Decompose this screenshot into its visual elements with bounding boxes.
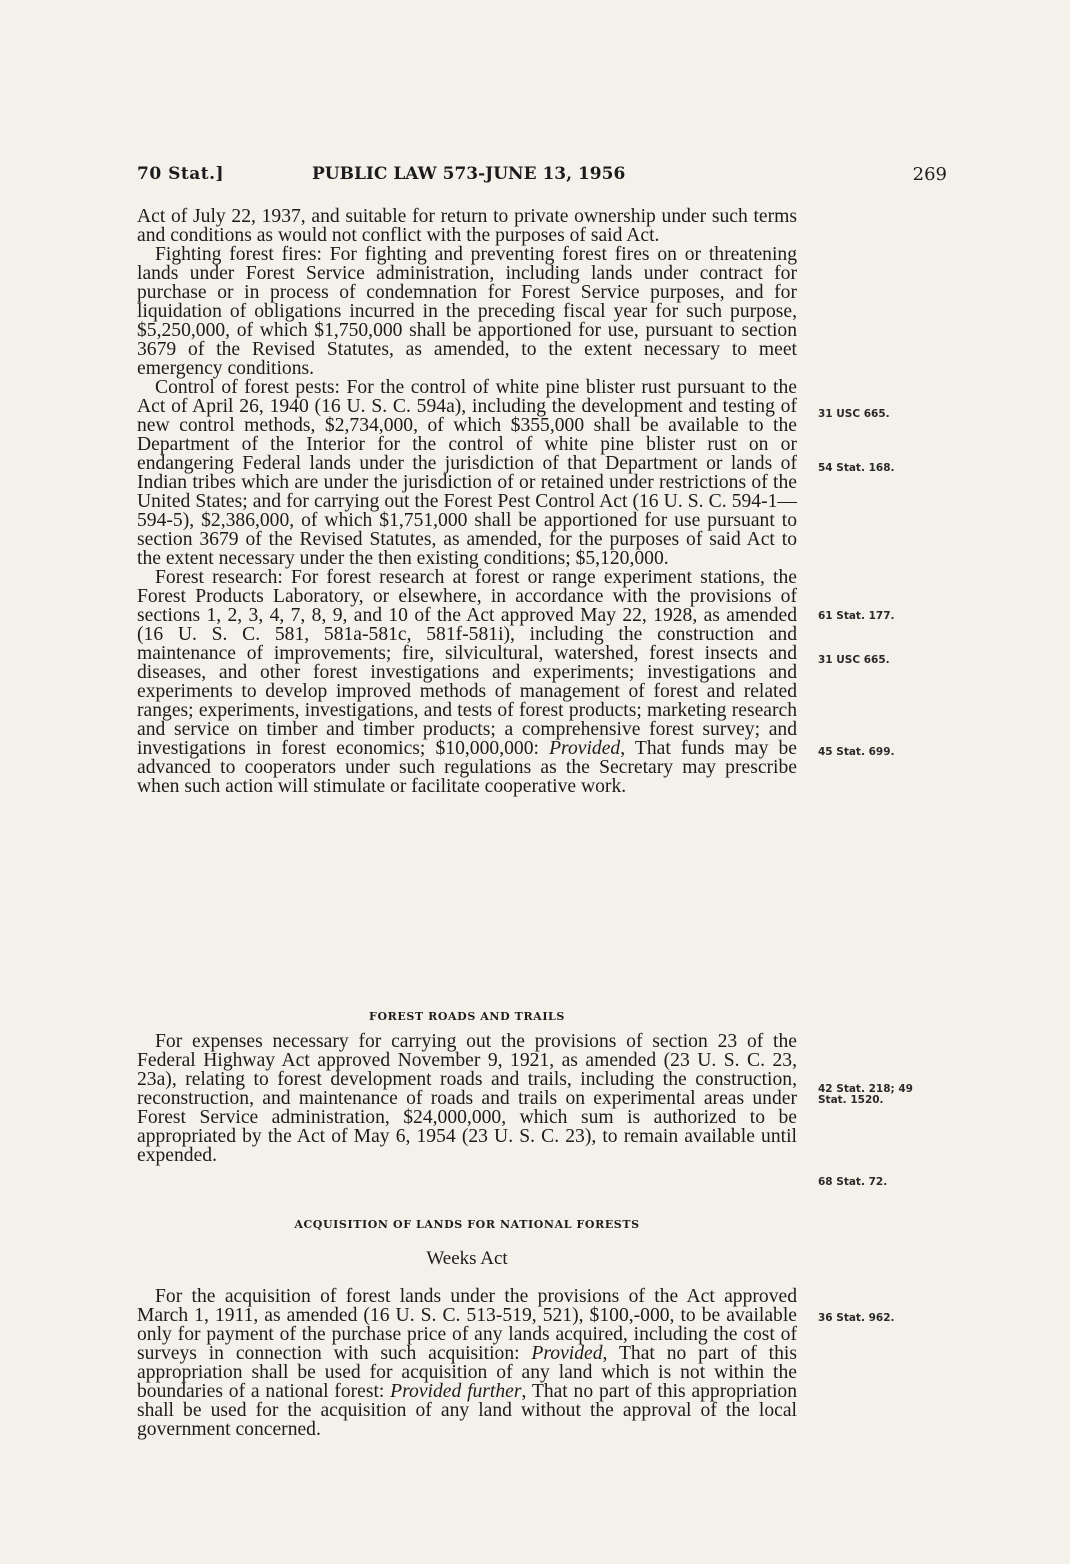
acquisition-text-2: , That no part of this appropriation shall be used for acquisition of any land which is not within the boundaries of a national forest: bbox=[137, 1343, 797, 1402]
margin-note-31-usc-665-second: 31 USC 665. bbox=[818, 654, 890, 666]
paragraph-fighting-forest-fires: Fighting forest fires: For fighting and preventing forest fires on or threatening lands under Forest Service administration, including lands under contract for purchase or in process of condemnation for Forest Service purposes, and for liquidation of obligations incurred in the preceding fiscal year for such purpose, $5,250,000, of which $1,750,000 shall be apportioned for use, pursuant to section 3679 of the Revised Statutes, as amended, to the extent necessary to meet emergency conditions. bbox=[137, 244, 797, 379]
acquisition-text-1: For the acquisition of forest lands under the provisions of the Act approved March 1, 1911, as amended (16 U. S. C. 513-519, 521), $100,-000, to be available only for payment of the purchase price of any lands acquired, including the cost of surveys in connection with such acquisition: bbox=[137, 1286, 797, 1364]
provided-italic: Provided bbox=[549, 738, 621, 759]
volume-reference: 70 Stat.] bbox=[137, 164, 225, 184]
subheading-weeks-act: Weeks Act bbox=[426, 1248, 508, 1269]
section-heading-lands: ACQUISITION OF LANDS FOR NATIONAL FORESTS bbox=[294, 1218, 640, 1231]
provided-further-italic: Provided further bbox=[390, 1381, 522, 1402]
section-heading-roads: FOREST ROADS AND TRAILS bbox=[369, 1010, 565, 1023]
margin-note-61-stat-177: 61 Stat. 177. bbox=[818, 610, 895, 622]
main-text-block-1 bbox=[137, 207, 797, 796]
forest-research-text-end: , That funds may be advanced to cooperators under such regulations as the Secretary may prescribe when such action will stimulate or facilitate cooperative work. bbox=[137, 738, 798, 797]
main-text-block-3 bbox=[137, 1287, 797, 1439]
paragraph-forest-research bbox=[137, 568, 797, 796]
forest-research-text: Forest research: For forest research at forest or range experiment stations, the Forest Products Laboratory, or elsewhere, in accordance with the provisions of sections 1, 2, 3, 4, 7, 8, 9, and 10 of the Act approved May 22, 1928, as amended (16 U. S. C. 581, 581a-581c, 581f-581i), including the construction and maintenance of improvements; fire, silvicultural, watershed, forest insects and diseases, and other forest investigations and experiments; investigations and experiments to develop improved methods of management of forest and related ranges; experiments, investigations, and tests of forest products; marketing research and service on timber and timber products; a comprehensive forest survey; and investigations in forest economics; $10,000,000: bbox=[137, 567, 797, 759]
acquisition-text-3: , That no part of this appropriation shall be used for the acquisition of any land without the approval of the local government concerned. bbox=[137, 1381, 797, 1440]
margin-note-36-stat-962: 36 Stat. 962. bbox=[818, 1312, 895, 1324]
provided-italic-1: Provided bbox=[531, 1343, 603, 1364]
running-title: PUBLIC LAW 573-JUNE 13, 1956 bbox=[312, 164, 626, 184]
margin-note-45-stat-699: 45 Stat. 699. bbox=[818, 746, 895, 758]
margin-note-68-stat-72: 68 Stat. 72. bbox=[818, 1176, 888, 1188]
margin-note-54-stat-168: 54 Stat. 168. bbox=[818, 462, 895, 474]
margin-note-31-usc-665: 31 USC 665. bbox=[818, 408, 890, 420]
margin-note-42-stat-218: 42 Stat. 218; 49 Stat. 1520. bbox=[818, 1083, 913, 1106]
paragraph-continuation: Act of July 22, 1937, and suitable for return to private ownership under such terms and conditions as would not conflict with the purposes of said Act. bbox=[137, 206, 797, 246]
paragraph-acquisition bbox=[137, 1287, 797, 1439]
main-text-block-2 bbox=[137, 1032, 797, 1165]
page-header bbox=[137, 164, 947, 192]
paragraph-forest-roads: For expenses necessary for carrying out the provisions of section 23 of the Federal Highway Act approved November 9, 1921, as amended (23 U. S. C. 23, 23a), relating to forest development roads and trails, including the construction, reconstruction, and maintenance of roads and trails on experimental areas under Forest Service administration, $24,000,000, which sum is authorized to be appropriated by the Act of May 6, 1954 (23 U. S. C. 23), to remain available until expended. bbox=[137, 1031, 797, 1166]
paragraph-control-forest-pests: Control of forest pests: For the control of white pine blister rust pursuant to the Act of April 26, 1940 (16 U. S. C. 594a), including the development and testing of new control methods, $2,734,000, of which $355,000 shall be available to the Department of the Interior for the control of white pine blister rust on or endangering Federal lands under the jurisdiction of that Department or lands of Indian tribes which are under the jurisdiction of or retained under restrictions of the United States; and for carrying out the Forest Pest Control Act (16 U. S. C. 594-1—594-5), $2,386,000, of which $1,751,000 shall be apportioned for use pursuant to section 3679 of the Revised Statutes, as amended, for the purposes of said Act to the extent necessary under the then existing conditions; $5,120,000. bbox=[137, 377, 797, 569]
page-number: 269 bbox=[912, 164, 947, 185]
